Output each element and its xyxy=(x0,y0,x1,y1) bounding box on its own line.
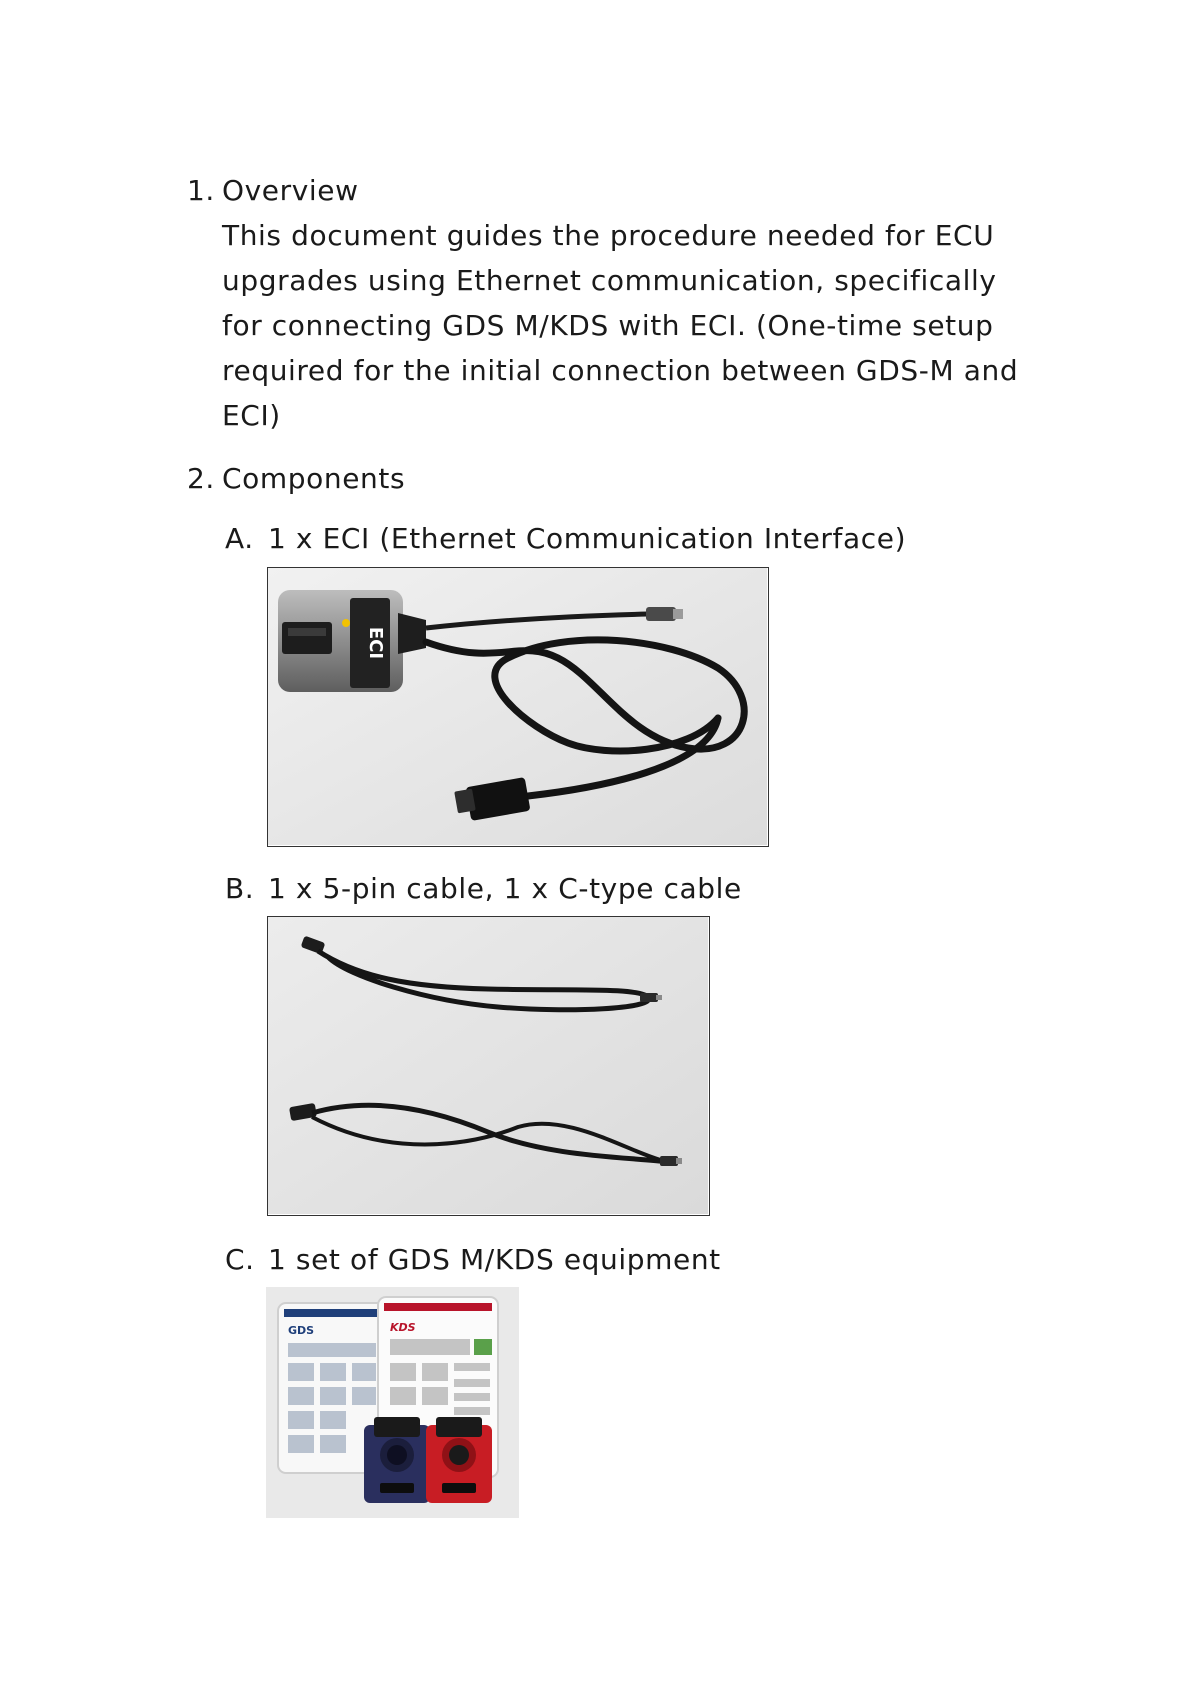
overview-line-2: upgrades using Ethernet communication, specifically xyxy=(222,264,997,297)
item-b-letter: B. xyxy=(225,872,255,905)
item-c-letter: C. xyxy=(225,1243,255,1276)
overview-line-3: for connecting GDS M/KDS with ECI. (One-time setup xyxy=(222,309,994,342)
item-a-text: 1 x ECI (Ethernet Communication Interface) xyxy=(268,522,907,555)
item-c-text: 1 set of GDS M/KDS equipment xyxy=(268,1243,721,1276)
section-2-number: 2. xyxy=(187,462,215,495)
gds-logo: GDS xyxy=(288,1324,315,1337)
kds-logo: KDS xyxy=(390,1321,416,1334)
overview-line-4: required for the initial connection between GDS-M and xyxy=(222,354,1019,387)
eci-label: ECI xyxy=(365,626,386,660)
eci-device-photo xyxy=(267,567,769,847)
section-1-number: 1. xyxy=(187,174,215,207)
cables-photo xyxy=(267,916,710,1216)
overview-line-1: This document guides the procedure needed for ECU xyxy=(222,219,995,252)
item-a-letter: A. xyxy=(225,522,254,555)
item-b-text: 1 x 5-pin cable, 1 x C-type cable xyxy=(268,872,742,905)
overview-line-5: ECI) xyxy=(222,399,281,432)
gds-kds-equipment-photo xyxy=(266,1287,519,1518)
section-2-title: Components xyxy=(222,462,406,495)
section-1-title: Overview xyxy=(222,174,359,207)
